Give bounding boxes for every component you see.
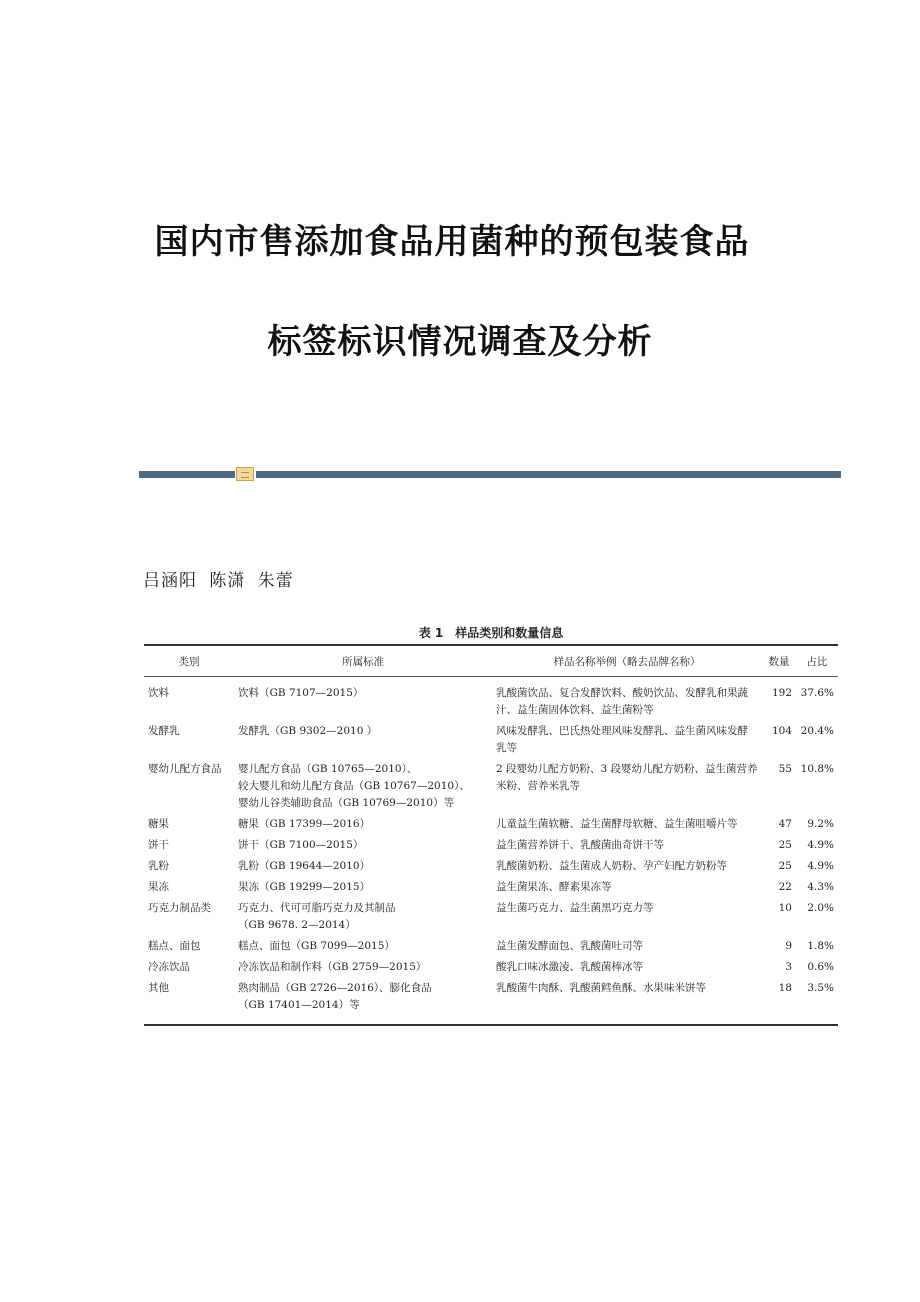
table-row — [144, 834, 838, 855]
cell-standard — [234, 834, 492, 855]
cell-share: 10.8% — [800, 763, 834, 775]
cell-standard — [234, 935, 492, 956]
table-header-row — [144, 645, 838, 677]
standard-line: 婴儿配方食品（GB 10765—2010）、 — [238, 763, 418, 775]
cell-examples: 乳酸菌饮品、复合发酵饮料、酸奶饮品、发酵乳和果蔬汁、益生菌固体饮料、益生菌粉等 — [496, 687, 748, 716]
cell-examples: 2 段婴幼儿配方奶粉、3 段婴幼儿配方奶粉、益生菌营养米粉、营养米乳等 — [496, 763, 758, 792]
table-row — [144, 677, 838, 721]
cell-examples: 益生菌营养饼干、乳酸菌曲奇饼干等 — [496, 839, 664, 851]
title-line-2: 标签标识情况调查及分析 — [267, 322, 653, 362]
header-category: 类别 — [144, 645, 234, 677]
cell-standard — [234, 977, 492, 1025]
cell-count: 47 — [778, 818, 792, 830]
cell-category: 果冻 — [148, 881, 169, 893]
cell-count: 25 — [778, 860, 792, 872]
cell-examples: 风味发酵乳、巴氏热处理风味发酵乳、益生菌风味发酵乳等 — [496, 725, 748, 754]
cell-examples: 益生菌巧克力、益生菌黑巧克力等 — [496, 902, 654, 914]
cell-category: 乳粉 — [148, 860, 169, 872]
cell-count: 22 — [778, 881, 792, 893]
standard-line: 饮料（GB 7107—2015） — [238, 687, 364, 699]
table-row — [144, 956, 838, 977]
table-label: 表 1 — [418, 626, 444, 640]
table-row — [144, 876, 838, 897]
table-row — [144, 977, 838, 1025]
cell-standard — [234, 677, 492, 721]
title-line-1: 国内市售添加食品用菌种的预包装食品 — [154, 222, 750, 262]
table-row — [144, 855, 838, 876]
standard-line: 乳粉（GB 19644—2010） — [238, 860, 371, 872]
standard-line: 较大婴儿和幼儿配方食品（GB 10767—2010）、 — [238, 780, 470, 792]
standard-line: （GB 9678. 2—2014） — [238, 919, 356, 931]
sample-table — [144, 622, 838, 1026]
cell-share: 4.3% — [807, 881, 834, 893]
cell-examples: 益生菌发酵面包、乳酸菌吐司等 — [496, 940, 643, 952]
cell-category: 冷冻饮品 — [148, 961, 190, 973]
cell-standard — [234, 956, 492, 977]
cell-standard — [234, 897, 492, 935]
standard-line: （GB 17401—2014）等 — [238, 999, 360, 1011]
cell-count: 18 — [778, 982, 792, 994]
standard-line: 糕点、面包（GB 7099—2015） — [238, 940, 395, 952]
standard-line: 冷冻饮品和制作料（GB 2759—2015） — [238, 961, 427, 973]
cell-share: 1.8% — [807, 940, 834, 952]
standard-line: 糖果（GB 17399—2016） — [238, 818, 371, 830]
table-caption — [144, 622, 838, 644]
cell-examples: 益生菌果冻、酵素果冻等 — [496, 881, 612, 893]
cell-category: 糖果 — [148, 818, 169, 830]
table-caption-text: 样品类别和数量信息 — [455, 626, 564, 640]
table-row — [144, 897, 838, 935]
standard-line: 饼干（GB 7100—2015） — [238, 839, 364, 851]
cell-share: 2.0% — [807, 902, 834, 914]
table-row — [144, 720, 838, 758]
standard-line: 发酵乳（GB 9302—2010 ） — [238, 725, 378, 737]
header-standard: 所属标准 — [234, 645, 492, 677]
cell-share: 0.6% — [807, 961, 834, 973]
cell-category: 饼干 — [148, 839, 169, 851]
cell-category: 其他 — [148, 982, 169, 994]
cell-examples: 酸乳口味冰激凌、乳酸菌棒冰等 — [496, 961, 643, 973]
header-count: 数量 — [762, 645, 796, 677]
cell-examples: 乳酸菌奶粉、益生菌成人奶粉、孕产妇配方奶粉等 — [496, 860, 727, 872]
header-examples: 样品名称举例（略去品牌名称） — [492, 645, 762, 677]
table-row — [144, 813, 838, 834]
cell-count: 10 — [778, 902, 792, 914]
cell-share: 9.2% — [807, 818, 834, 830]
cell-share: 4.9% — [807, 860, 834, 872]
cell-count: 55 — [778, 763, 792, 775]
standard-line: 熟肉制品（GB 2726—2016）、膨化食品 — [238, 982, 432, 994]
divider-left — [139, 471, 235, 478]
cell-standard — [234, 720, 492, 758]
cell-share: 20.4% — [800, 725, 834, 737]
table-row — [144, 758, 838, 813]
cell-count: 192 — [771, 687, 792, 699]
cell-category: 饮料 — [148, 687, 169, 699]
authors: 吕涵阳 陈潇 朱蕾 — [143, 571, 294, 591]
cell-standard — [234, 855, 492, 876]
cell-standard — [234, 813, 492, 834]
cell-share: 4.9% — [807, 839, 834, 851]
cell-category: 糕点、面包 — [148, 940, 201, 952]
divider-emblem-icon — [236, 467, 254, 481]
divider-right — [256, 471, 841, 478]
cell-category: 巧克力制品类 — [148, 902, 211, 914]
cell-category: 发酵乳 — [148, 725, 180, 737]
cell-count: 3 — [785, 961, 792, 973]
cell-count: 104 — [771, 725, 792, 737]
cell-standard — [234, 758, 492, 813]
cell-count: 9 — [785, 940, 792, 952]
table-row — [144, 935, 838, 956]
cell-examples: 乳酸菌牛肉酥、乳酸菌鳕鱼酥、水果味米饼等 — [496, 982, 706, 994]
cell-share: 37.6% — [800, 687, 834, 699]
cell-standard — [234, 876, 492, 897]
standard-line: 果冻（GB 19299—2015） — [238, 881, 371, 893]
standard-line: 巧克力、代可可脂巧克力及其制品 — [238, 902, 396, 914]
cell-share: 3.5% — [807, 982, 834, 994]
table-body — [144, 677, 838, 1026]
header-share: 占比 — [796, 645, 838, 677]
cell-count: 25 — [778, 839, 792, 851]
cell-examples: 儿童益生菌软糖、益生菌酵母软糖、益生菌咀嚼片等 — [496, 818, 738, 830]
cell-category: 婴幼儿配方食品 — [148, 763, 222, 775]
data-table — [144, 644, 838, 1026]
standard-line: 婴幼儿谷类辅助食品（GB 10769—2010）等 — [238, 797, 455, 809]
